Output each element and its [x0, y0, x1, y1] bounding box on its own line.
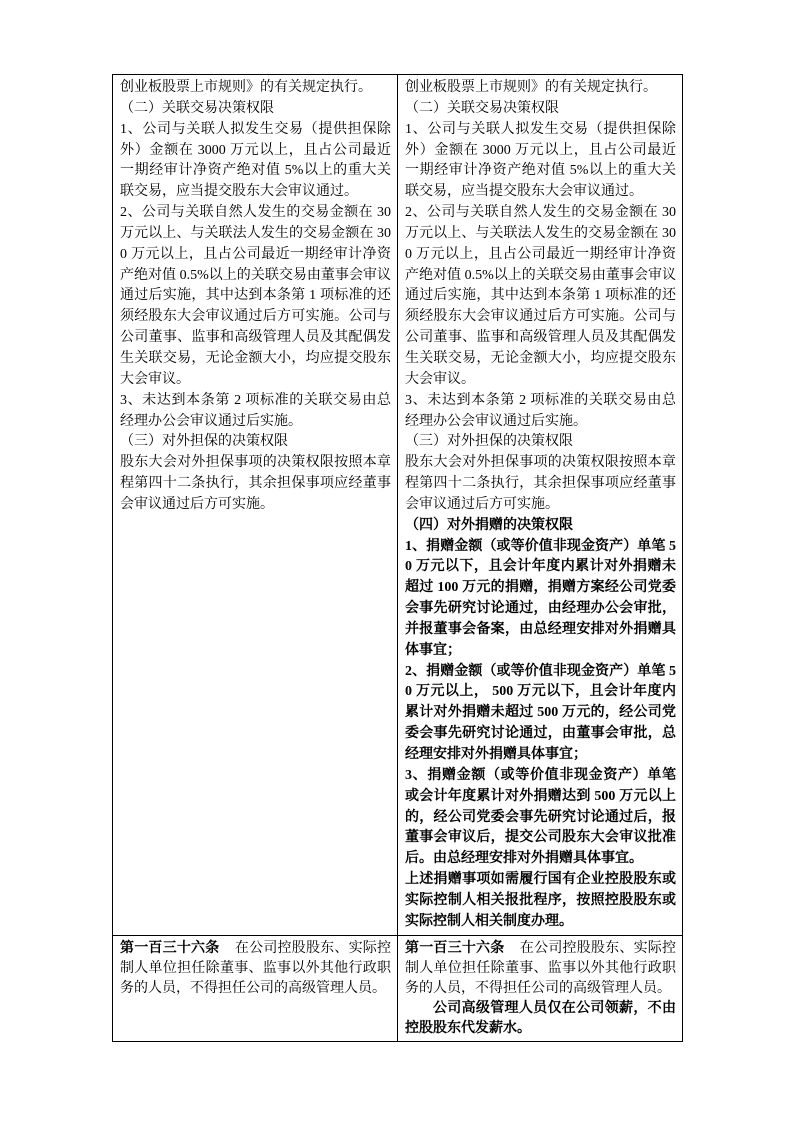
paragraph: 1、捐赠金额（或等价值非现金资产）单笔 50 万元以下，且会计年度内累计对外捐赠未超过 100 万元的捐赠，捐赠方案经公司党委会事先研究讨论通过，由经理办公会审批，并报董事会备案，由总经理安排对外捐赠具体事宜；: [405, 538, 676, 658]
paragraph: 2、捐赠金额（或等价值非现金资产）单笔 50 万元以上， 500 万元以下，且会计年度内累计对外捐赠未超过 500 万元的，经公司党委会事先研究讨论通过，由董事会审批，总经理安排对外捐赠具体事宜；: [405, 663, 676, 762]
paragraph: 创业板股票上市规则》的有关规定执行。: [120, 80, 372, 95]
left-column-cell: [113, 935, 398, 1041]
paragraph: 公司高级管理人员仅在公司领薪，不由控股股东代发薪水。: [405, 1000, 676, 1036]
paragraph: 3、未达到本条第 2 项标准的关联交易由总经理办公会审议通过后实施。: [120, 392, 391, 429]
paragraph: 2、公司与关联自然人发生的交易金额在 30 万元以上、与关联法人发生的交易金额在 300 万元以上，且占公司最近一期经审计净资产绝对值 0.5%以上的关联交易由董事会审议通过后实施，其中达到本条第 1 项标准的还须经股东大会审议通过后方可实施。公司与公司董事、监事和高级管理人员及其配偶发生关联交易，无论金额大小，均应提交股东大会审议。: [405, 205, 676, 387]
paragraph: （二）关联交易决策权限: [120, 100, 274, 116]
paragraph: 3、捐赠金额（或等价值非现金资产）单笔或会计年度累计对外捐赠达到 500 万元以上的，经公司党委会事先研究讨论通过后，报董事会审议后，提交公司股东大会审议批准后。由总经理安排对外捐赠具体事宜。: [405, 767, 676, 867]
paragraph: 1、公司与关联人拟发生交易（提供担保除外）金额在 3000 万元以上，且占公司最近一期经审计净资产绝对值 5%以上的重大关联交易，应当提交股东大会审议通过。: [405, 121, 676, 200]
paragraph: 股东大会对外担保事项的决策权限按照本章程第四十二条执行，其余担保事项应经董事会审议通过后方可实施。: [405, 455, 676, 512]
paragraph: （三）对外担保的决策权限: [120, 434, 288, 450]
paragraph: 1、公司与关联人拟发生交易（提供担保除外）金额在 3000 万元以上，且占公司最近一期经审计净资产绝对值 5%以上的重大关联交易，应当提交股东大会审议通过。: [120, 121, 391, 200]
charter-comparison-table: [112, 74, 683, 1042]
article-number: 第一百三十六条: [120, 940, 220, 956]
paragraph: 创业板股票上市规则》的有关规定执行。: [405, 80, 657, 95]
article-number: 第一百三十六条: [405, 940, 505, 956]
right-column-cell: [398, 935, 683, 1041]
left-column-cell: [113, 75, 398, 936]
paragraph: （三）对外担保的决策权限: [405, 434, 573, 450]
right-column-cell: [398, 75, 683, 936]
paragraph: 2、公司与关联自然人发生的交易金额在 30 万元以上、与关联法人发生的交易金额在 300 万元以上，且占公司最近一期经审计净资产绝对值 0.5%以上的关联交易由董事会审议通过后实施，其中达到本条第 1 项标准的还须经股东大会审议通过后方可实施。公司与公司董事、监事和高级管理人员及其配偶发生关联交易，无论金额大小，均应提交股东大会审议。: [120, 205, 391, 387]
paragraph: 股东大会对外担保事项的决策权限按照本章程第四十二条执行，其余担保事项应经董事会审议通过后方可实施。: [120, 455, 391, 512]
paragraph: （二）关联交易决策权限: [405, 100, 559, 116]
paragraph: （四）对外捐赠的决策权限: [405, 517, 573, 533]
table-row-article-136: [113, 935, 683, 1041]
table-row-decision-authority: [113, 75, 683, 936]
paragraph: 上述捐赠事项如需履行国有企业控股股东或实际控制人相关报批程序，按照控股股东或实际控制人相关制度办理。: [405, 872, 676, 929]
article-paragraph: 第一百三十六条 在公司控股股东、实际控制人单位担任除董事、监事以外其他行政职务的人员，不得担任公司的高级管理人员。: [405, 940, 677, 996]
paragraph: 3、未达到本条第 2 项标准的关联交易由总经理办公会审议通过后实施。: [405, 392, 676, 429]
article-paragraph: 第一百三十六条 在公司控股股东、实际控制人单位担任除董事、监事以外其他行政职务的人员，不得担任公司的高级管理人员。: [120, 940, 392, 996]
